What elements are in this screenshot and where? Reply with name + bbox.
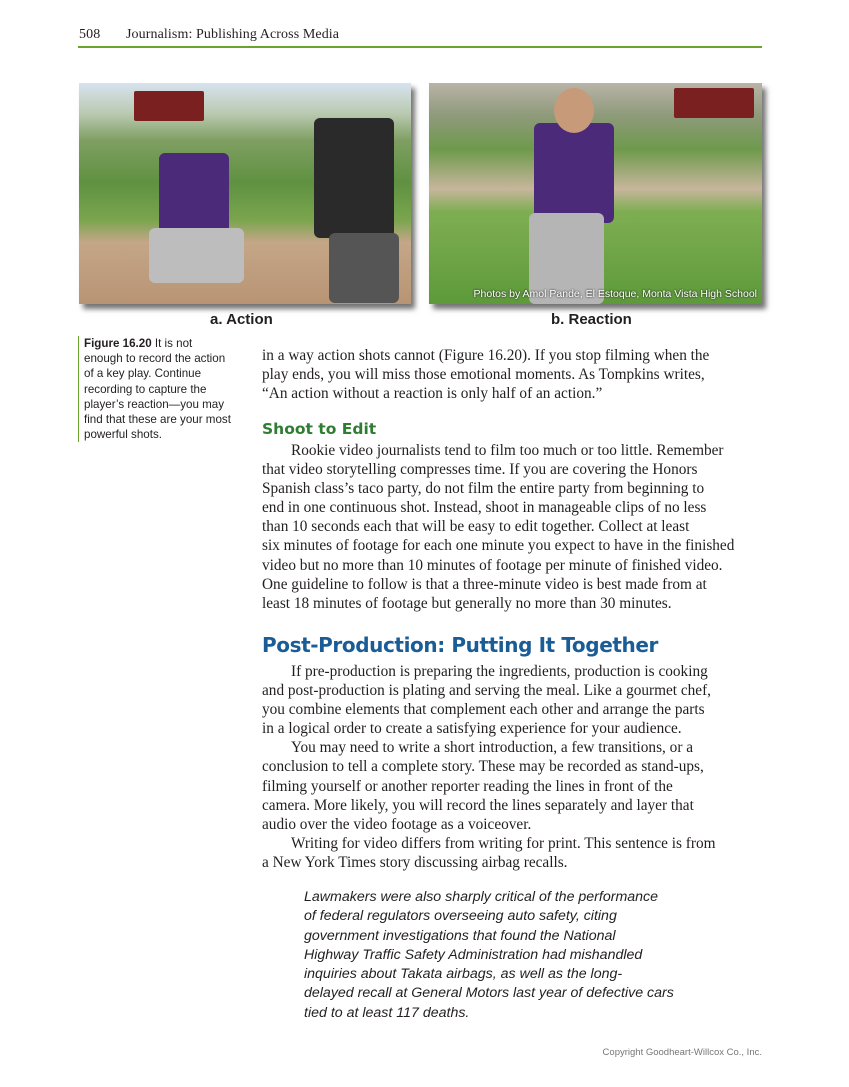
caption-reaction: b. Reaction bbox=[551, 311, 632, 328]
shoot-to-edit-paragraph: Rookie video journalists tend to film too much or too little. Remember that video storytelling compresses time. If you are covering the Honors Spanish class’s taco party, do not film the entire party from beginning to end in one continuous shot. Instead, shoot in manageable clips of no less than 10 seconds each that will be easy to edit together. Collect at least six minutes of footage for each one minute you expect to have in the finished video but no more than 10 minutes of footage per minute of finished video. One guideline to follow is that a three-minute video is best made from at least 18 minutes of footage but generally no more than 30 minutes. bbox=[262, 442, 735, 612]
photo-reaction bbox=[429, 83, 762, 304]
caption-action: a. Action bbox=[210, 311, 273, 328]
photo-action bbox=[79, 83, 411, 304]
photo-credit: Photos by Amol Pande, El Estoque, Monta Vista High School bbox=[473, 288, 757, 300]
intro-paragraph: in a way action shots cannot (Figure 16.20). If you stop filming when the play ends, you will miss those emotional moments. As Tompkins writes, “An action without a reaction is only half of an action.” bbox=[262, 347, 710, 403]
figure-label: Figure 16.20 bbox=[84, 337, 152, 350]
book-title: Journalism: Publishing Across Media bbox=[126, 27, 340, 42]
subheading-shoot-to-edit: Shoot to Edit bbox=[262, 420, 377, 438]
post-production-text: If pre-production is preparing the ingredients, production is cooking and post-production is plating and serving the meal. Like a gourmet chef, you combine elements that complement each other and arrange the parts in a logical order to create a satisfying experience for your audience. You may need to write a short introduction, a few transitions, or a conclusion to tell a complete story. These may be recorded as stand-ups, filming yourself or another reporter reading the lines in front of the camera. More likely, you will record the lines separately and layer that audio over the video footage as a voiceover. Writing for video differs from writing for print. This sentence is from a New York Times story discussing airbag recalls. bbox=[262, 663, 716, 871]
figure-caption: Figure 16.20 It is not enough to record the action of a key play. Continue recording to capture the player’s reaction—you may find that these are your most powerful shots. bbox=[78, 336, 250, 442]
running-header bbox=[79, 27, 339, 43]
header-rule bbox=[78, 46, 762, 48]
block-quote: Lawmakers were also sharply critical of the performance of federal regulators overseeing auto safety, citing government investigations that found the National Highway Traffic Safety Administration had mishandled inquiries about Takata airbags, as well as the long- delayed recall at General Motors last year of defective cars tied to at least 117 deaths. bbox=[304, 889, 674, 1021]
heading-post-production: Post-Production: Putting It Together bbox=[262, 633, 658, 657]
page-number: 508 bbox=[79, 27, 101, 42]
copyright-footer: Copyright Goodheart-Willcox Co., Inc. bbox=[602, 1047, 762, 1058]
